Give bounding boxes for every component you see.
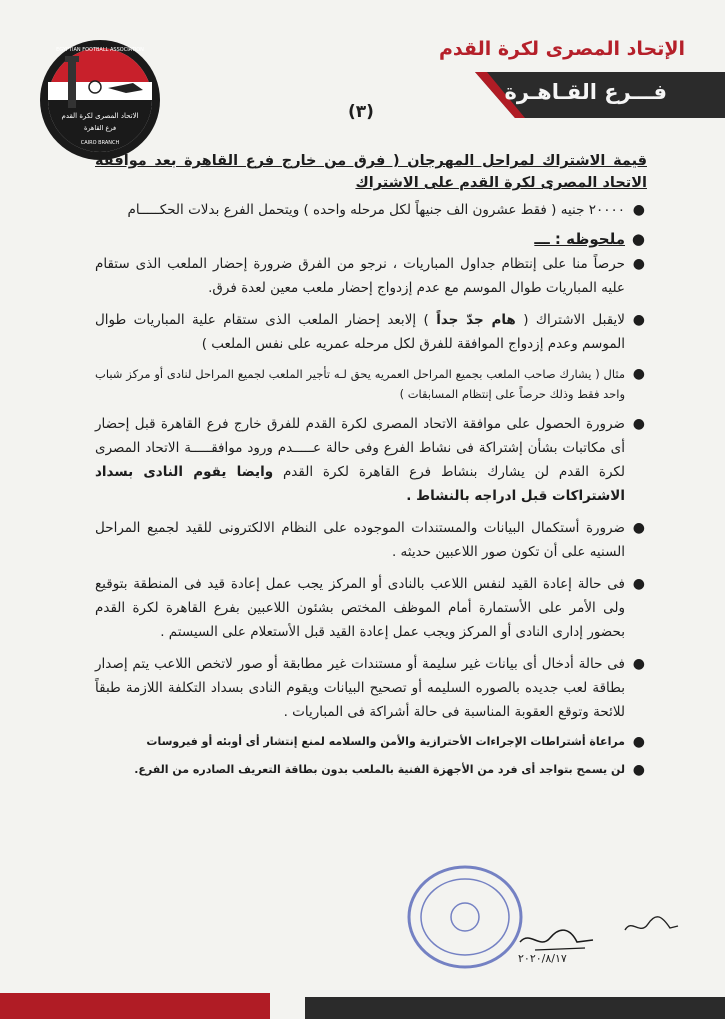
bullet-icon: ● — [632, 202, 645, 218]
note6-text: فى حالة إعادة القيد لنفس اللاعب بالنادى أو المركز يجب عمل إعادة قيد فى المنطقة بتوقيع ولى الأمر على الأستمارة أمام الموظف المختص بشئون اللاعبين بفرع القاهرة لكرة القدم بحضور إدارى النادى أو المركز ويجب عمل إعادة القيد قبل الأستعلام على السيستم . — [95, 576, 625, 640]
list-item-note3 — [95, 364, 647, 404]
signature-date: ٢٠٢٠/٨/١٧ — [518, 952, 567, 965]
logo-text-bottom: CAIRO BRANCH — [80, 140, 120, 146]
note1-text: حرصاً منا على إنتظام جداول المباريات ، نرجو من الفرق ضرورة إحضار الملعب الذى ستقام عليه المباريات طوال الموسم مع عدم إزدواج إحضار ملعب معين لعدة فرق. — [95, 256, 625, 296]
note4-text: ضرورة الحصول على موافقة الاتحاد المصرى لكرة القدم للفرق خارج فرع القاهرة قبل إحضار أى مكاتبات بشأن إشتراكة فى نشاط الفرع وفى حالة عـــــدم ورود موافقـــــة الاتحاد المصرى لكرة القدم لن يشارك بنشاط فرع القاهرة لكرة القدم — [95, 416, 625, 480]
footer-red-bar — [0, 993, 270, 1019]
bullet-icon: ● — [632, 734, 645, 750]
list-item-note2 — [95, 308, 647, 356]
fee-heading: قيمة الاشتراك لمراحل المهرجان ( فرق من خارج فرع القاهرة بعد موافقة الاتحاد المصرى لكرة القدم على الاشتراك — [95, 153, 647, 191]
logo-text-ar1: الاتحاد المصرى لكرة القدم — [61, 112, 139, 120]
bullet-icon: ● — [632, 656, 645, 672]
list-item-note7 — [95, 652, 647, 724]
note9-text: لن يسمح بتواجد أى فرد من الأجهزة الفنية بالملعب بدون بطاقة التعريف الصادره من الفرع. — [134, 763, 625, 776]
initials-mark — [620, 912, 682, 942]
bullet-icon: ● — [632, 416, 645, 432]
footer-dark-bar — [305, 997, 725, 1019]
list-item-note9 — [95, 760, 647, 780]
list-item-note8 — [95, 732, 647, 752]
list-item-note5 — [95, 516, 647, 564]
bullet-icon: ● — [632, 576, 645, 592]
bullet-icon: ● — [632, 366, 645, 382]
note7-text: فى حالة أدخال أى بيانات غير سليمة أو مستندات غير مطابقة أو صور لاتخص اللاعب يتم إصدار بطاقة لعب جديده بالصوره السليمه أو تصحيح البيانات ويقوم النادى بسداد التكلفة اللازمة طبقاً للائحة وتوقع العقوبة المناسبة فى حالة أشراكة فى المباريات . — [95, 656, 625, 720]
note8-text: مراعاة أشتراطات الإجراءات الأحترازية والأمن والسلامه لمنع إنتشار أى أوبئه أو فيروسات — [146, 735, 625, 748]
bullet-icon: ● — [632, 256, 645, 272]
official-stamp — [405, 862, 525, 972]
branch-name: فـــرع القـاهـرة — [504, 80, 667, 104]
note4-emphasis: وايضا يقوم النادى بسداد الاشتراكات قبل ادراجه بالنشاط . — [95, 464, 625, 504]
list-item-fee — [95, 198, 647, 222]
bullet-icon: ● — [631, 230, 645, 248]
note5-text: ضرورة أستكمال البيانات والمستندات الموجوده على النظام الالكترونى للقيد لجميع المراحل السنيه على أن تكون صور اللاعبين حديثه . — [95, 520, 625, 560]
org-name: الإتحاد المصرى لكرة القدم — [439, 38, 685, 60]
footer — [0, 989, 725, 1019]
list-item-note1 — [95, 252, 647, 300]
bullet-icon: ● — [632, 762, 645, 778]
list-item-note6 — [95, 572, 647, 644]
note3-text: مثال ( يشارك صاحب الملعب بجميع المراحل العمريه يحق لـه تأجير الملعب لجميع المراحل لنادى أو مركز شباب واحد فقط وذلك حرصاً على إنتظام المسابقات ) — [95, 367, 625, 401]
notes-label — [95, 230, 647, 248]
logo-text-top: EGYPTIAN FOOTBALL ASSOCIATION — [56, 47, 144, 53]
bullet-icon: ● — [632, 312, 645, 328]
list-item-note4 — [95, 412, 647, 508]
note2-text-b: ) إلابعد إحضار الملعب الذى ستقام علية المباريات طوال الموسم وعدم إزدواج الموافقة للفرق لكل مرحله عمريه على نفس الملعب ) — [95, 312, 625, 352]
note2-text-a: لايقبل الاشتراك ( — [523, 312, 625, 328]
document-body — [95, 150, 647, 788]
fee-text: ٢٠٠٠٠ جنيه ( فقط عشرون الف جنيهاً لكل مرحله واحده ) ويتحمل الفرع بدلات الحكـــــام — [127, 202, 625, 218]
note2-emphasis: هام جدّ جداً — [436, 312, 516, 328]
page-number: (٣) — [348, 102, 374, 122]
notes-label-text: ملحوظه : ـــ — [534, 230, 625, 248]
logo-text-ar2: فرع القاهرة — [83, 124, 117, 132]
bullet-icon: ● — [632, 520, 645, 536]
federation-logo — [38, 38, 162, 162]
